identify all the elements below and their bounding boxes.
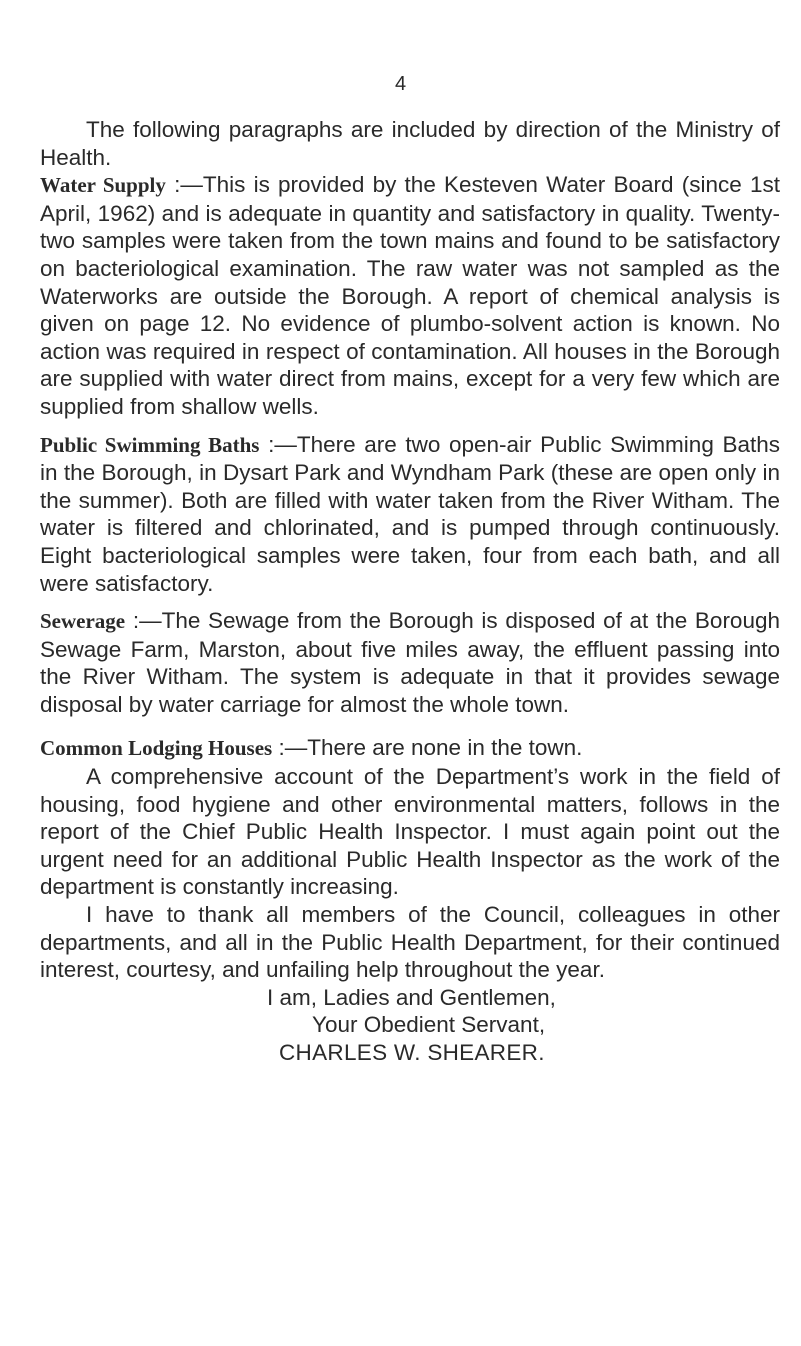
swimming-baths-paragraph (40, 431, 780, 598)
sewerage-heading: Sewerage (40, 609, 126, 634)
water-supply-text: :—This is provided by the Kesteven Water Board (since 1st April, 1962) and is adequate in quantity and satisfactory in quality. Twenty-two samples were taken from the town mains and found to be satisfactory on bacteriological examination. The raw water was not sampled as the Waterworks are outside the Borough. A report of chemical analysis is given on page 12. No evidence of plumbo-solvent action is known. No action was required in respect of contamination. All houses in the Borough are supplied with water direct from mains, except for a very few which are supplied from shallow wells. (40, 172, 780, 419)
closing-valediction: Your Obedient Servant, (312, 1012, 546, 1038)
report-body (40, 116, 780, 1067)
thanks-paragraph: I have to thank all members of the Council, colleagues in other departments, and all in the Public Health Department, for their continued interest, courtesy, and unfailing help throughout the year. (40, 902, 780, 983)
sewerage-paragraph (40, 607, 780, 718)
intro-paragraph: The following paragraphs are included by direction of the Ministry of Health. (40, 117, 780, 170)
sewerage-text: :—The Sewage from the Borough is disposed of at the Borough Sewage Farm, Marston, about five miles away, the effluent passing into the River Witham. The system is adequate in that it provides sewage disposal by water carriage for almost the whole town. (40, 608, 780, 717)
department-work-paragraph: A comprehensive account of the Department’s work in the field of housing, food hygiene and other environmental matters, follows in the report of the Chief Public Health Inspector. I must again point out the urgent need for an additional Public Health Inspector as the work of the department is constantly increasing. (40, 764, 780, 900)
swimming-baths-text: :—There are two open-air Public Swimming Baths in the Borough, in Dysart Park and Wyndham Park (these are open only in the summer). Both are filled with water taken from the River Witham. The water is filtered and chlorinated, and is pumped through continuously. Eight bacteriological samples were taken, four from each bath, and all were satisfactory. (40, 431, 780, 596)
lodging-houses-text: :—There are none in the town. (272, 735, 583, 761)
water-supply-paragraph (40, 171, 780, 420)
lodging-houses-paragraph (40, 734, 780, 763)
water-supply-heading: Water Supply (40, 173, 166, 198)
page-number: 4 (394, 73, 407, 95)
swimming-baths-heading: Public Swimming Baths (40, 432, 260, 457)
lodging-houses-heading: Common Lodging Houses (40, 736, 273, 761)
closing-salutation: I am, Ladies and Gentlemen, (267, 984, 556, 1010)
signature: CHARLES W. SHEARER. (279, 1040, 545, 1065)
